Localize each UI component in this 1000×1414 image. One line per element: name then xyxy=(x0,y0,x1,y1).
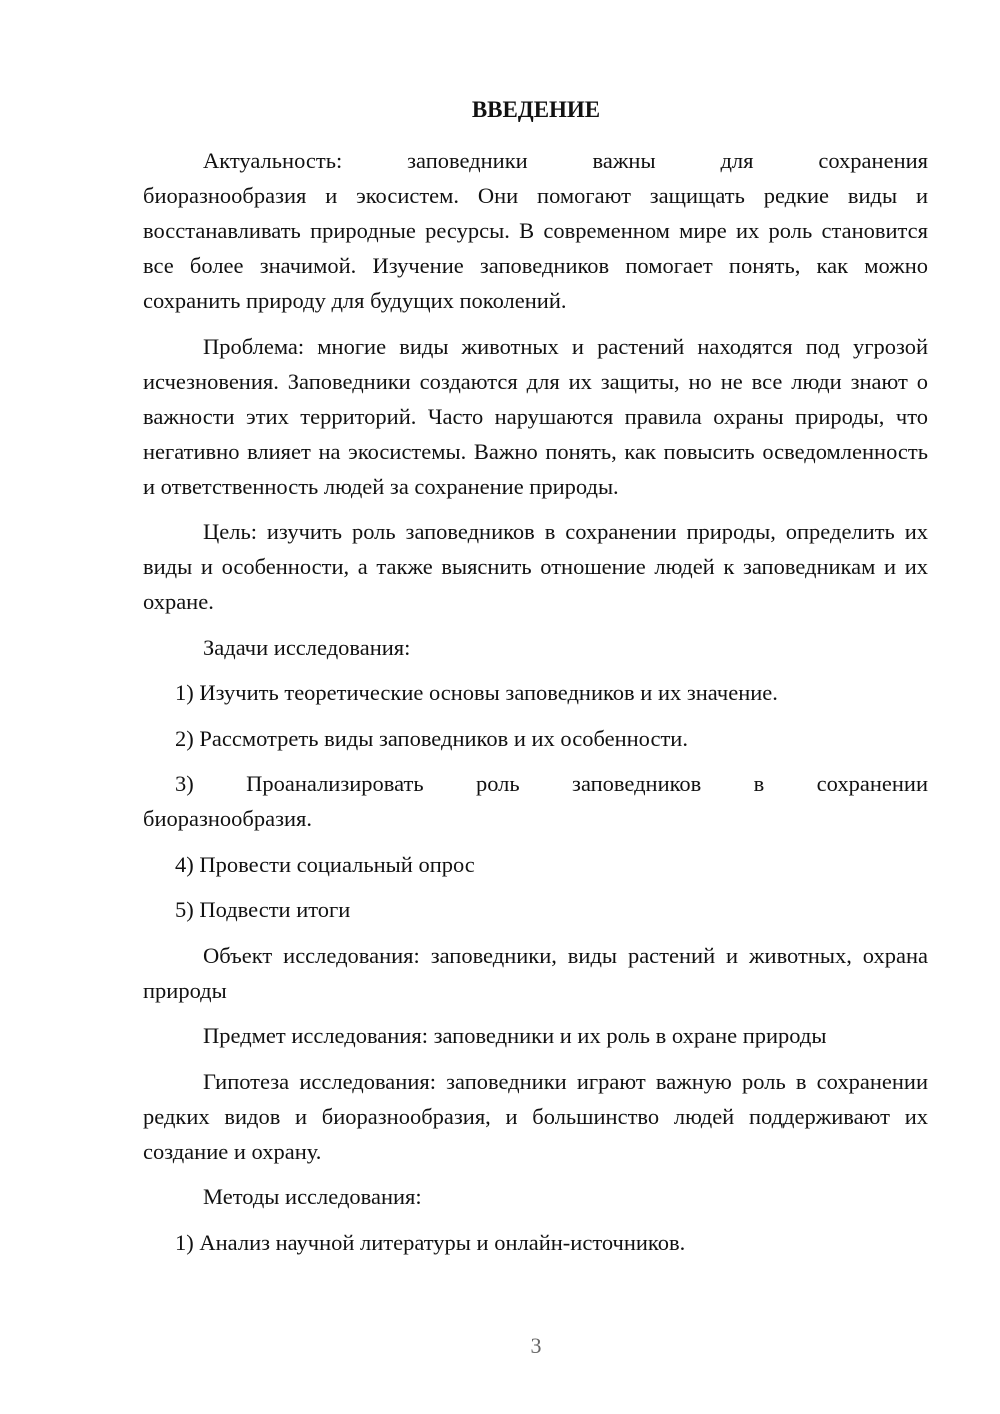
paragraph-goal: Цель: изучить роль заповедников в сохранении природы, определить их виды и особенности, а также выяснить отношение людей к заповедникам и их охране. xyxy=(143,519,928,614)
task-item-4: 4) Провести социальный опрос xyxy=(175,851,475,877)
page-title: ВВЕДЕНИЕ xyxy=(471,97,601,122)
paragraph-subject: Предмет исследования: заповедники и их роль в охране природы xyxy=(203,1023,827,1048)
paragraph-relevance-continuation: биоразнообразия и экосистем. Они помогают защищать редкие виды и восстанавливать природные ресурсы. В современном мире их роль становится все более значимой. Изучение заповедников помогает понять, как можно сохранить природу для будущих поколений. xyxy=(143,183,928,313)
task-item-1: 1) Изучить теоретические основы заповедников и их значение. xyxy=(175,680,778,705)
method-item-1: 1) Анализ научной литературы и онлайн-источников. xyxy=(175,1229,686,1255)
paragraph-relevance-first-line: Актуальность: заповедники важны для сохранения xyxy=(203,148,928,173)
page-number: 3 xyxy=(530,1333,542,1358)
task-item-5: 5) Подвести итоги xyxy=(175,897,351,922)
tasks-heading: Задачи исследования: xyxy=(203,634,411,660)
paragraph-problem: Проблема: многие виды животных и растений находятся под угрозой исчезновения. Заповедники создаются для их защиты, но не все люди знают о важности этих территорий. Часто нарушаются правила охраны природы, что негативно влияет на экосистемы. Важно понять, как повысить осведомленность и ответственность людей за сохранение природы. xyxy=(143,333,928,499)
task-item-2: 2) Рассмотреть виды заповедников и их особенности. xyxy=(175,725,688,751)
document-body xyxy=(143,143,928,1270)
task-item-3-continuation: биоразнообразия. xyxy=(143,806,312,831)
paragraph-object: Объект исследования: заповедники, виды растений и животных, охрана природы xyxy=(143,942,928,1003)
task-item-3 xyxy=(143,766,928,836)
task-item-3-first-line: 3) Проанализировать роль заповедников в сохранении xyxy=(175,771,928,796)
methods-heading: Методы исследования: xyxy=(203,1184,422,1209)
paragraph-hypothesis: Гипотеза исследования: заповедники играют важную роль в сохранении редких видов и биоразнообразия, и большинство людей поддерживают их создание и охрану. xyxy=(143,1068,928,1164)
paragraph-relevance xyxy=(143,143,928,318)
